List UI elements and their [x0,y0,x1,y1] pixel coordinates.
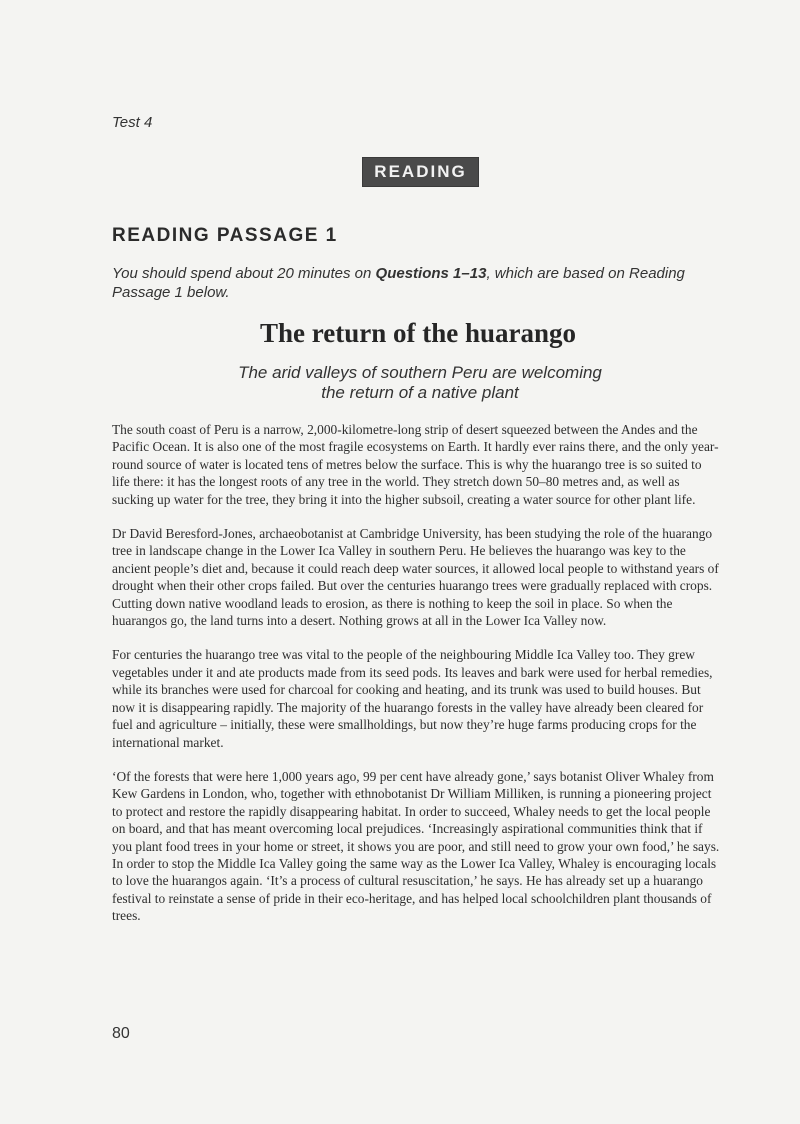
paragraph: For centuries the huarango tree was vital to the people of the neighbouring Middle Ica Valley too. They grew vegetables under it and ate products made from its seed pods. Its leaves and bark were used for herbal remedies, while its branches were used for charcoal for cooking and heating, and its trunk was used to build houses. But now it is disappearing rapidly. The majority of the huarango forests in the valley have already been cleared for fuel and agriculture – initially, these were smallholdings, but now they’re huge farms producing crops for the international market. [112,647,713,750]
instructions-text-after: , which are based on Reading Passage 1 below. [112,265,685,301]
subtitle-line-2: the return of a native plant [321,383,519,402]
passage-body [112,421,722,942]
section-badge: READING [362,157,479,187]
instructions-text-before: You should spend about 20 minutes on [112,265,376,282]
passage-heading: READING PASSAGE 1 [112,225,338,246]
instructions-questions: Questions 1–13 [375,265,487,282]
paragraph: Dr David Beresford-Jones, archaeobotanist at Cambridge University, has been studying the role of the huarango tree in landscape change in the Lower Ica Valley in southern Peru. He believes the huarango was key to the ancient people’s diet and, because it could reach deep water sources, it allowed local people to withstand years of drought when their other crops failed. But over the centuries huarango trees were gradually replaced with crops. Cutting down native woodland leads to erosion, as there is nothing to keep the soil in place. So when the huarangos go, the land turns into a desert. Nothing grows at all in the Lower Ica Valley now. [112,526,719,629]
instructions [112,264,712,302]
test-label: Test 4 [112,114,153,131]
subtitle-line-1: The arid valleys of southern Peru are welcoming [238,363,602,382]
passage-title: The return of the huarango [259,318,576,348]
passage-subtitle [0,363,800,403]
page-number: 80 [112,1025,130,1042]
paragraph: The south coast of Peru is a narrow, 2,000-kilometre-long strip of desert squeezed between the Andes and the Pacific Ocean. It is also one of the most fragile ecosystems on Earth. It hardly ever rains there, and the only year-round source of water is located tens of metres below the surface. This is why the huarango tree is so suited to life there: it has the longest roots of any tree in the world. They stretch down 50–80 metres and, as well as sucking up water for the tree, they bring it into the higher subsoil, creating a water source for other plant life. [112,422,719,507]
paragraph: ‘Of the forests that were here 1,000 years ago, 99 per cent have already gone,’ says botanist Oliver Whaley from Kew Gardens in London, who, together with ethnobotanist Dr William Milliken, is running a pioneering project to protect and restore the rapidly disappearing habitat. In order to succeed, Whaley needs to get the local people on board, and that has meant overcoming local prejudices. ‘Increasingly aspirational communities think that if you plant food trees in your home or street, it shows you are poor, and still need to grow your own food,’ he says. In order to stop the Middle Ica Valley going the same way as the Lower Ica Valley, Whaley is encouraging locals to love the huarangos again. ‘It’s a process of cultural resuscitation,’ he says. He has already set up a huarango festival to reinstate a sense of pride in their eco-heritage, and has helped local schoolchildren plant thousands of trees. [112,768,720,924]
